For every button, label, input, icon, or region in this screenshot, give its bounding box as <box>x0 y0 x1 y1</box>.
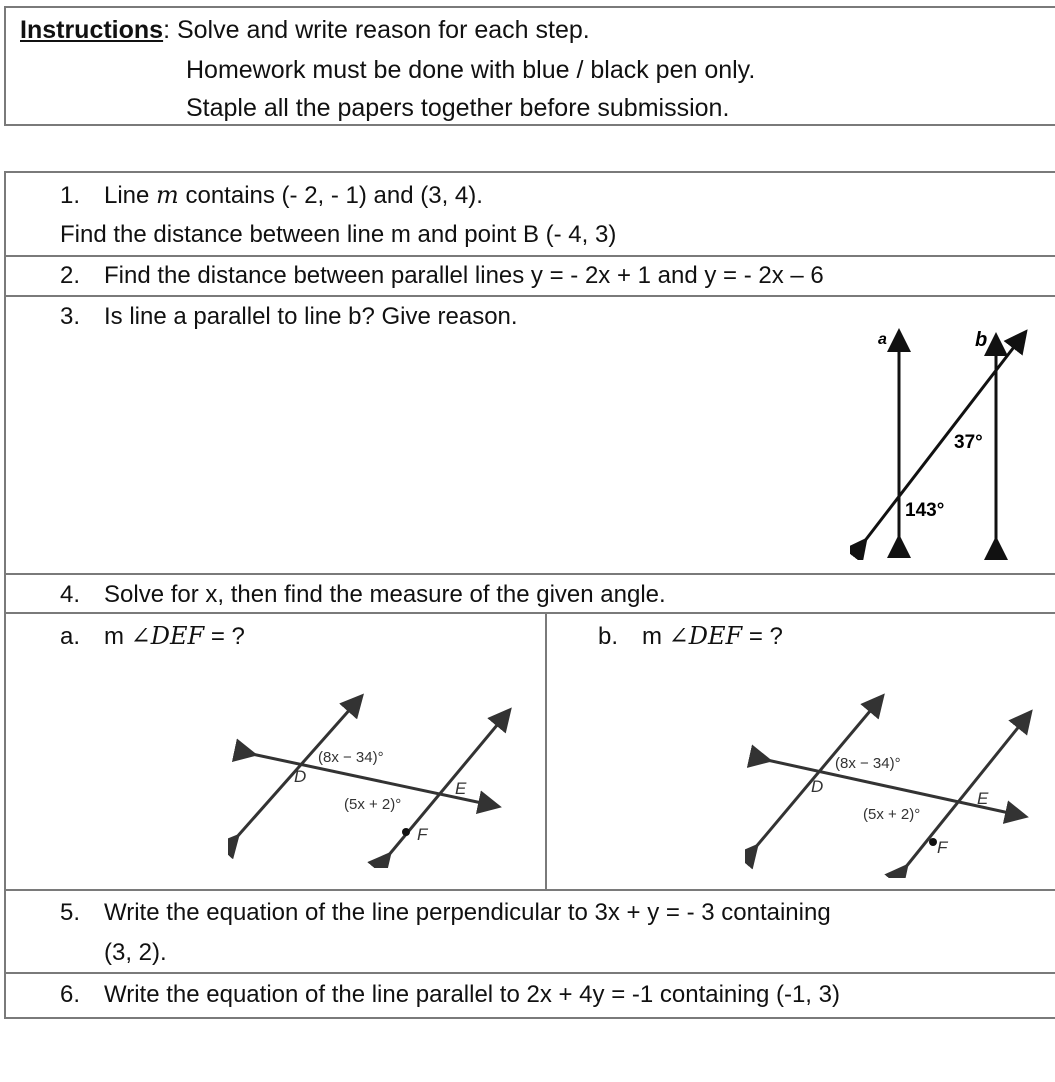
instructions-label: Instructions <box>20 16 164 44</box>
divider-part-a-b <box>545 612 547 889</box>
question-4: 4. Solve for x, then find the measure of the given angle. <box>60 581 666 608</box>
angle-143: 143° <box>905 500 945 521</box>
question-5: 5. Write the equation of the line perpendicular to 3x + y = - 3 containing <box>60 899 831 926</box>
question-3: 3. Is line a parallel to line b? Give reason. <box>60 303 518 330</box>
question-6: 6. Write the equation of the line parallel to 2x + 4y = -1 containing (-1, 3) <box>60 981 840 1008</box>
divider-q1-q2 <box>4 255 1055 257</box>
question-1: 1. Line m contains (- 2, - 1) and (3, 4). <box>60 181 483 209</box>
angle-def-a: ∠DEF <box>130 622 205 650</box>
instructions-line-2: Homework must be done with blue / black pen only. <box>186 56 756 84</box>
table-left-border <box>4 171 6 1019</box>
divider-q5-q6 <box>4 972 1055 974</box>
question-1-line-2: Find the distance between line m and point B (- 4, 3) <box>60 221 617 248</box>
divider-q4-q5 <box>4 889 1055 891</box>
label-f-a: F <box>417 825 428 844</box>
parallel-lines-figure <box>850 320 1040 560</box>
right-transversal-b <box>905 714 1029 868</box>
table-top-border <box>4 171 1055 173</box>
point-f-b <box>929 838 937 846</box>
expr-8x-b: (8x − 34)° <box>835 755 901 772</box>
label-a: a <box>878 331 887 348</box>
divider-q4-parts <box>4 612 1055 614</box>
label-d-b: D <box>811 777 824 796</box>
point-f-a <box>402 828 410 836</box>
label-e-a: E <box>455 779 467 798</box>
label-b: b <box>975 329 988 351</box>
label-e-b: E <box>977 789 989 808</box>
instructions-box <box>4 6 1055 126</box>
expr-5x-b: (5x + 2)° <box>863 806 921 823</box>
divider-q3-q4 <box>4 573 1055 575</box>
question-4b: b. m ∠DEF = ? <box>598 622 783 650</box>
expr-8x-a: (8x − 34)° <box>318 749 384 766</box>
question-5-line-2: (3, 2). <box>104 939 167 966</box>
table-bottom-border <box>4 1017 1055 1019</box>
angle-37: 37° <box>954 432 983 453</box>
divider-q2-q3 <box>4 295 1055 297</box>
instructions-line-3: Staple all the papers together before submission. <box>186 94 730 122</box>
question-4a: a. m ∠DEF = ? <box>60 622 245 650</box>
label-d-a: D <box>294 767 307 786</box>
left-transversal-b <box>755 698 881 848</box>
angle-figure-b <box>745 688 1040 878</box>
expr-5x-a: (5x + 2)° <box>344 796 402 813</box>
angle-def-b: ∠DEF <box>668 622 743 650</box>
label-f-b: F <box>937 838 948 857</box>
line-m-variable: m <box>156 181 179 209</box>
angle-figure-a <box>228 688 518 868</box>
instructions-line-1: Instructions: Solve and write reason for each step. <box>20 16 590 44</box>
question-2: 2. Find the distance between parallel lines y = - 2x + 1 and y = - 2x – 6 <box>60 262 824 289</box>
